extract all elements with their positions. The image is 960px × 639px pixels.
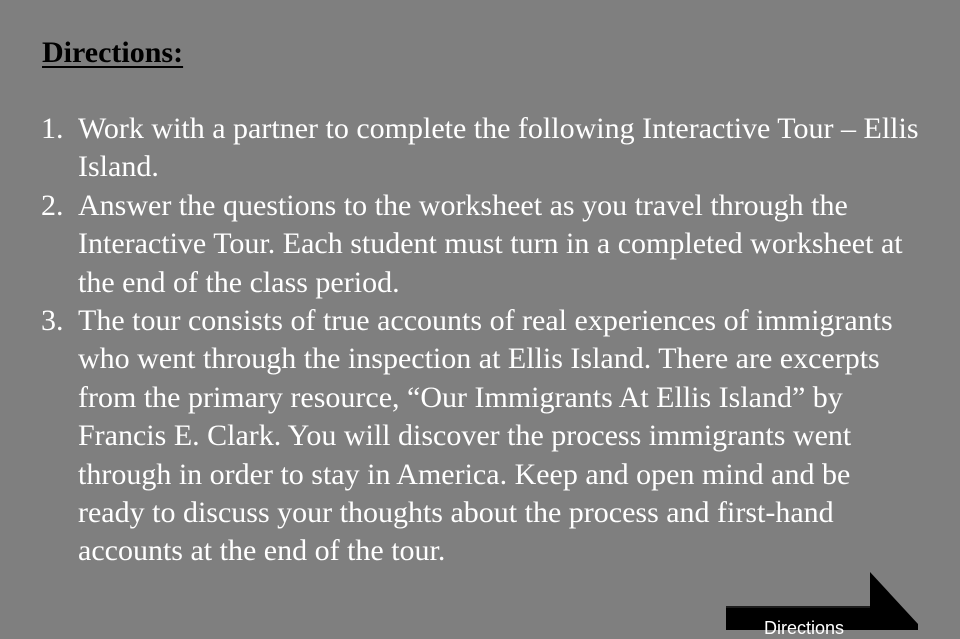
direction-step-1	[0, 110, 920, 187]
step-number: 1.	[41, 112, 64, 145]
directions-heading: Directions:	[42, 36, 184, 69]
step-text: Work with a partner to complete the following Interactive Tour – Ellis Island.	[78, 112, 919, 184]
direction-step-3	[0, 302, 920, 571]
step-number: 3.	[41, 304, 64, 338]
step-number: 2.	[41, 188, 64, 222]
step-text: Answer the questions to the worksheet as you travel through the Interactive Tour. Each student must turn in a completed worksheet at the end of the class period.	[78, 188, 903, 299]
directions-nav-label[interactable]: Directions	[764, 618, 845, 638]
direction-step-2	[0, 187, 920, 302]
step-text: The tour consists of true accounts of real experiences of immigrants who went through the inspection at Ellis Island. There are excerpts from the primary resource, “Our Immigrants At Ellis Island” by Francis E. Clark. You will discover the process immigrants went through in order to stay in America. Keep and open mind and be ready to discuss your thoughts about the process and first-hand accounts at the end of the tour.	[78, 304, 893, 568]
directions-list	[0, 110, 920, 571]
